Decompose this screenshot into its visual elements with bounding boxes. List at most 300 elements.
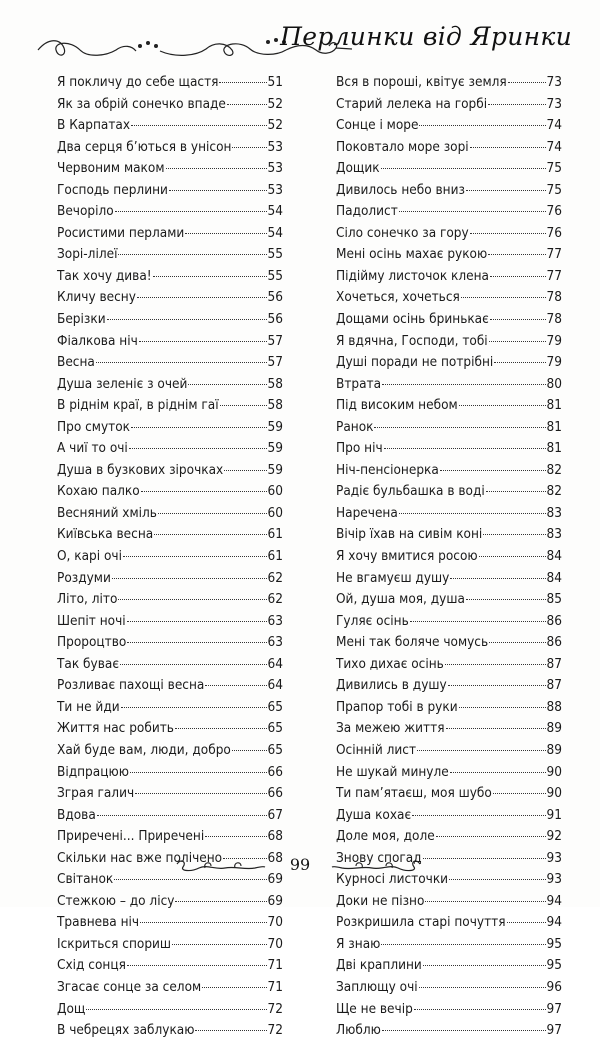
toc-entry-title: Осінній лист [336, 741, 417, 758]
toc-entry-title: Світанок [57, 871, 114, 888]
toc-entry-page: 89 [546, 741, 562, 758]
dot-leader [448, 685, 546, 686]
dot-leader [425, 901, 545, 902]
toc-entry-title: Кохаю палко [57, 483, 140, 500]
dot-leader [129, 448, 267, 449]
toc-entry [57, 654, 283, 676]
toc-column-right [336, 72, 562, 1042]
dot-leader [195, 1030, 266, 1031]
toc-entry [336, 94, 562, 116]
toc-entry-page: 83 [546, 504, 562, 521]
toc-entry [336, 481, 562, 503]
toc-entry [336, 999, 562, 1021]
toc-entry [57, 546, 283, 568]
toc-entry [336, 546, 562, 568]
toc-entry-title: Берізки [57, 311, 106, 328]
dot-leader [86, 1009, 266, 1010]
dot-leader [121, 707, 267, 708]
book-title: Перлинки від Яринки [280, 22, 572, 51]
toc-entry-page: 84 [546, 569, 562, 586]
toc-entry-title: Душа зеленіє з очей [57, 375, 188, 392]
dot-leader [114, 879, 266, 880]
dot-leader [466, 599, 546, 600]
toc-entry-title: Про ніч [336, 440, 383, 457]
toc-entry [57, 589, 283, 611]
toc-entry-page: 77 [546, 267, 562, 284]
toc-entry [57, 632, 283, 654]
toc-entry-page: 68 [267, 828, 283, 845]
dot-leader [423, 965, 546, 966]
dot-leader [153, 276, 267, 277]
toc-entry-page: 76 [546, 224, 562, 241]
dot-leader [459, 405, 546, 406]
dot-leader [232, 147, 266, 148]
dot-leader [410, 621, 546, 622]
toc-entry-title: Душа в бузкових зірочках [57, 461, 224, 478]
toc-entry-page: 79 [546, 354, 562, 371]
toc-entry-page: 94 [546, 914, 562, 931]
toc-entry [336, 72, 562, 94]
toc-entry-page: 59 [267, 461, 283, 478]
toc-entry-page: 55 [267, 267, 283, 284]
toc-entry-title: Ти пам’ятаєш, моя шубо [336, 785, 492, 802]
toc-entry [336, 632, 562, 654]
dot-leader [131, 125, 266, 126]
toc-entry-title: Дивились в душу [336, 677, 447, 694]
toc-entry-title: Я вдячна, Господи, тобі [336, 332, 488, 349]
toc-entry-title: Сіло сонечко за гору [336, 224, 469, 241]
toc-entry-title: Шепіт ночі [57, 612, 126, 629]
toc-entry [336, 675, 562, 697]
toc-entry [57, 826, 283, 848]
toc-entry-page: 59 [267, 418, 283, 435]
dot-leader [486, 491, 546, 492]
toc-entry-title: Під високим небом [336, 397, 458, 414]
toc-entry [57, 115, 283, 137]
toc-entry-page: 61 [267, 548, 283, 565]
toc-entry [336, 762, 562, 784]
dot-leader [96, 362, 267, 363]
toc-entry [57, 783, 283, 805]
toc-entry-page: 81 [546, 397, 562, 414]
dot-leader [459, 707, 546, 708]
dot-leader [440, 470, 546, 471]
toc-entry-title: Кличу весну [57, 289, 136, 306]
toc-entry-title: Фіалкова ніч [57, 332, 138, 349]
dot-leader [139, 341, 267, 342]
toc-entry [57, 934, 283, 956]
toc-entry-page: 81 [546, 418, 562, 435]
dot-leader [399, 211, 546, 212]
toc-entry [336, 244, 562, 266]
toc-entry [336, 417, 562, 439]
dot-leader [115, 211, 267, 212]
dot-leader [175, 901, 266, 902]
toc-entry-page: 76 [546, 203, 562, 220]
toc-entry-page: 68 [267, 849, 283, 866]
dot-leader [135, 793, 266, 794]
toc-entry-page: 93 [546, 871, 562, 888]
toc-entry [336, 955, 562, 977]
toc-entry-page: 75 [546, 160, 562, 177]
dot-leader [382, 1030, 546, 1031]
dot-leader [479, 556, 546, 557]
toc-entry-page: 64 [267, 655, 283, 672]
toc-entry-title: Мені так боляче чомусь [336, 634, 489, 651]
toc-entry-title: Вечоріло [57, 203, 114, 220]
page-header [30, 22, 572, 68]
toc-column-left [57, 72, 283, 1042]
toc-entry-title: Втрата [336, 375, 382, 392]
toc-entry [57, 287, 283, 309]
toc-entry-page: 92 [546, 828, 562, 845]
toc-entry-title: Дощик [336, 160, 380, 177]
toc-entry [57, 740, 283, 762]
dot-leader [399, 513, 546, 514]
toc-entry-page: 53 [267, 138, 283, 155]
toc-entry-page: 63 [267, 612, 283, 629]
dot-leader [490, 276, 546, 277]
dot-leader [461, 297, 546, 298]
toc-entry-page: 85 [546, 591, 562, 608]
toc-entry-title: Заплющу очі [336, 978, 418, 995]
dot-leader [120, 664, 267, 665]
dot-leader [118, 599, 266, 600]
dot-leader [381, 944, 545, 945]
toc-entry-title: Пророцтво [57, 634, 127, 651]
toc-entry [57, 955, 283, 977]
toc-entry-title: Дві краплини [336, 957, 422, 974]
dot-leader [188, 384, 266, 385]
dot-leader [489, 642, 545, 643]
toc-entry-title: Два серця б’ються в унісон [57, 138, 232, 155]
toc-entry-page: 66 [267, 785, 283, 802]
toc-entry-title: Доле моя, доле [336, 828, 435, 845]
dot-leader [97, 815, 267, 816]
page-number: 99 [289, 855, 311, 874]
toc-entry [336, 223, 562, 245]
dot-leader [227, 104, 267, 105]
dot-leader [140, 922, 266, 923]
dot-leader [419, 987, 546, 988]
dot-leader [107, 319, 267, 320]
toc-entry [57, 137, 283, 159]
toc-entry-title: Вся в пороші, квітує земля [336, 74, 507, 90]
toc-entry-page: 55 [267, 246, 283, 263]
toc-entry-page: 73 [546, 74, 562, 90]
toc-entry-page: 57 [267, 354, 283, 371]
toc-entry-title: Скільки нас вже полічено [57, 849, 223, 866]
toc-entry-page: 74 [546, 117, 562, 134]
toc-entry-title: Ранок [336, 418, 374, 435]
toc-entry-title: В чебрецях заблукаю [57, 1022, 195, 1039]
dot-leader [417, 750, 546, 751]
toc-entry [57, 309, 283, 331]
toc-entry-title: Так хочу дива! [57, 267, 152, 284]
toc-entry-page: 96 [546, 978, 562, 995]
dot-leader [112, 578, 267, 579]
toc-entry [57, 158, 283, 180]
toc-entry [57, 352, 283, 374]
toc-entry-page: 86 [546, 612, 562, 629]
toc-entry-title: Радіє бульбашка в воді [336, 483, 485, 500]
dot-leader [381, 168, 546, 169]
toc-entry [336, 524, 562, 546]
toc-entry-title: Дощ [57, 1000, 86, 1017]
toc-entry-title: Стежкою – до лісу [57, 892, 175, 909]
toc-entry [336, 201, 562, 223]
toc-entry [57, 266, 283, 288]
toc-entry [336, 137, 562, 159]
toc-entry-title: За межею життя [336, 720, 445, 737]
toc-entry-page: 70 [267, 935, 283, 952]
toc-entry [336, 287, 562, 309]
toc-entry-title: Червоним маком [57, 160, 165, 177]
dot-leader [507, 922, 546, 923]
toc-entry [57, 999, 283, 1021]
dot-leader [483, 534, 545, 535]
toc-entry-title: В ріднім краї, в ріднім гаї [57, 397, 219, 414]
toc-entry [336, 934, 562, 956]
toc-entry [336, 654, 562, 676]
dot-leader [185, 233, 266, 234]
toc-entry-page: 58 [267, 397, 283, 414]
toc-entry-title: Літо, літо [57, 591, 118, 608]
dot-leader [202, 987, 266, 988]
toc-entry [57, 395, 283, 417]
toc-entry [57, 675, 283, 697]
dot-leader [166, 168, 267, 169]
dot-leader [172, 944, 267, 945]
toc-entry [336, 568, 562, 590]
toc-entry-title: Згасає сонце за селом [57, 978, 202, 995]
toc-entry [336, 912, 562, 934]
toc-entry [336, 805, 562, 827]
toc-entry-title: Поковтало море зорі [336, 138, 469, 155]
toc-entry-page: 53 [267, 160, 283, 177]
dot-leader [137, 297, 267, 298]
toc-entry-page: 52 [267, 95, 283, 112]
toc-entry-title: Я покличу до себе щастя [57, 74, 219, 90]
toc-entry-page: 65 [267, 741, 283, 758]
toc-entry-page: 71 [267, 978, 283, 995]
toc-entry [57, 912, 283, 934]
toc-entry-title: Відпрацюю [57, 763, 129, 780]
toc-entry-page: 75 [546, 181, 562, 198]
toc-entry [57, 697, 283, 719]
toc-entry [336, 1020, 562, 1042]
toc-entry-page: 56 [267, 311, 283, 328]
toc-entry [336, 158, 562, 180]
dot-leader [175, 728, 267, 729]
toc-entry-title: Вдова [57, 806, 96, 823]
toc-entry [336, 352, 562, 374]
dot-leader [488, 254, 545, 255]
toc-entry-title: А чиї то очі [57, 440, 128, 457]
toc-entry [336, 374, 562, 396]
toc-entry [57, 94, 283, 116]
toc-entry [57, 503, 283, 525]
toc-entry-title: Господь перлини [57, 181, 168, 198]
dot-leader [493, 793, 546, 794]
toc-entry [336, 438, 562, 460]
dot-leader [141, 491, 267, 492]
toc-entry-page: 65 [267, 698, 283, 715]
toc-entry-page: 78 [546, 289, 562, 306]
toc-entry-title: Схід сонця [57, 957, 126, 974]
toc-entry-title: Курносі листочки [336, 871, 449, 888]
toc-entry-title: Іскриться спориш [57, 935, 172, 952]
toc-entry-page: 87 [546, 655, 562, 672]
toc-entry [57, 180, 283, 202]
toc-entry-title: Сонце і море [336, 117, 419, 134]
toc-entry-title: Душі поради не потрібні [336, 354, 494, 371]
dot-leader [384, 448, 546, 449]
toc-entry-page: 91 [546, 806, 562, 823]
toc-entry-title: Старий лелека на горбі [336, 95, 488, 112]
toc-entry-title: Прапор тобі в руки [336, 698, 458, 715]
toc-entry-page: 89 [546, 720, 562, 737]
dot-leader [220, 405, 267, 406]
toc-entry-page: 56 [267, 289, 283, 306]
toc-entry [336, 740, 562, 762]
toc-entry-title: Не вгамуєш душу [336, 569, 450, 586]
toc-entry-title: Знову спогад [336, 849, 422, 866]
toc-entry-title: Я хочу вмитися росою [336, 548, 478, 565]
toc-entry-page: 74 [546, 138, 562, 155]
toc-entry-page: 67 [267, 806, 283, 823]
toc-entry [57, 977, 283, 999]
toc-entry-title: Зорі-лілеї [57, 246, 118, 263]
toc-entry-page: 65 [267, 720, 283, 737]
toc-entry-title: Гуляє осінь [336, 612, 409, 629]
toc-entry-title: Наречена [336, 504, 398, 521]
toc-entry-title: Про смуток [57, 418, 130, 435]
dot-leader [118, 254, 266, 255]
dot-leader [508, 82, 546, 83]
dot-leader [445, 664, 546, 665]
dot-leader [450, 578, 545, 579]
toc-entry-page: 54 [267, 224, 283, 241]
dot-leader [374, 427, 545, 428]
dot-leader [123, 556, 267, 557]
toc-entry-page: 63 [267, 634, 283, 651]
toc-entry [336, 115, 562, 137]
toc-entry-page: 59 [267, 440, 283, 457]
toc-entry-title: Я знаю [336, 935, 381, 952]
toc-entry [336, 395, 562, 417]
toc-entry [57, 244, 283, 266]
dot-leader [127, 965, 267, 966]
toc-entry [336, 826, 562, 848]
dot-leader [470, 233, 546, 234]
toc-entry-title: Хай буде вам, люди, добро [57, 741, 231, 758]
toc-entry [336, 589, 562, 611]
dot-leader [205, 836, 266, 837]
toc-entry-page: 90 [546, 785, 562, 802]
toc-entry [57, 417, 283, 439]
toc-entry-title: Тихо дихає осінь [336, 655, 444, 672]
toc-entry-page: 95 [546, 935, 562, 952]
toc-entry [57, 201, 283, 223]
toc-entry-page: 90 [546, 763, 562, 780]
toc-entry-page: 70 [267, 914, 283, 931]
dot-leader [494, 362, 545, 363]
toc-entry-page: 62 [267, 569, 283, 586]
toc-entry-page: 77 [546, 246, 562, 263]
toc-entry-title: Ще не вечір [336, 1000, 413, 1017]
dot-leader [446, 728, 546, 729]
toc-entry-page: 80 [546, 375, 562, 392]
toc-entry-title: Доки не пізно [336, 892, 425, 909]
dot-leader [127, 621, 267, 622]
toc-entry [336, 891, 562, 913]
toc-entry-title: Душа кохає [336, 806, 412, 823]
toc-entry-title: Ой, душа моя, душа [336, 591, 465, 608]
toc-entry-page: 88 [546, 698, 562, 715]
dot-leader [382, 384, 545, 385]
toc-entry-title: О, карі очі [57, 548, 122, 565]
toc-entry [57, 611, 283, 633]
toc-entry-title: В Карпатах [57, 117, 131, 134]
toc-entry-page: 62 [267, 591, 283, 608]
flourish-ornament-icon [330, 858, 422, 876]
dot-leader [154, 534, 266, 535]
toc-entry-page: 79 [546, 332, 562, 349]
toc-entry-page: 82 [546, 461, 562, 478]
toc-entry-title: Падолист [336, 203, 398, 220]
dot-leader [470, 147, 546, 148]
toc-entry-page: 53 [267, 181, 283, 198]
toc-entry-page: 57 [267, 332, 283, 349]
dot-leader [436, 836, 546, 837]
toc-entry [57, 891, 283, 913]
toc-entry-page: 69 [267, 892, 283, 909]
dot-leader [488, 104, 545, 105]
toc-entry-title: Розливає пахощі весна [57, 677, 205, 694]
toc-entry-title: Мені осінь махає рукою [336, 246, 488, 263]
toc-entry-page: 86 [546, 634, 562, 651]
toc-entry-page: 51 [267, 74, 283, 90]
toc-entry [336, 460, 562, 482]
toc-entry [57, 72, 283, 94]
dot-leader [158, 513, 267, 514]
toc-entry-page: 72 [267, 1000, 283, 1017]
toc-entry-page: 95 [546, 957, 562, 974]
toc-entry-page: 83 [546, 526, 562, 543]
toc-entry [336, 718, 562, 740]
toc-entry-page: 82 [546, 483, 562, 500]
toc-entry-page: 93 [546, 849, 562, 866]
toc-entry-page: 60 [267, 504, 283, 521]
toc-entry-title: Приречені... Приречені [57, 828, 205, 845]
toc-entry [57, 331, 283, 353]
dot-leader [169, 190, 267, 191]
toc-entry-title: Дощами осінь бринькає [336, 311, 489, 328]
toc-entry-page: 71 [267, 957, 283, 974]
toc-entry-page: 54 [267, 203, 283, 220]
toc-entry-title: Весняний хміль [57, 504, 157, 521]
toc-entry-title: Роздуми [57, 569, 111, 586]
toc-entry-page: 69 [267, 871, 283, 888]
toc-entry-page: 78 [546, 311, 562, 328]
toc-entry [336, 309, 562, 331]
toc-entry-page: 97 [546, 1022, 562, 1039]
toc-entry-page: 60 [267, 483, 283, 500]
toc-entry-title: Ніч-пенсіонерка [336, 461, 439, 478]
toc-entry-page: 81 [546, 440, 562, 457]
toc-entry-title: Зграя галич [57, 785, 135, 802]
